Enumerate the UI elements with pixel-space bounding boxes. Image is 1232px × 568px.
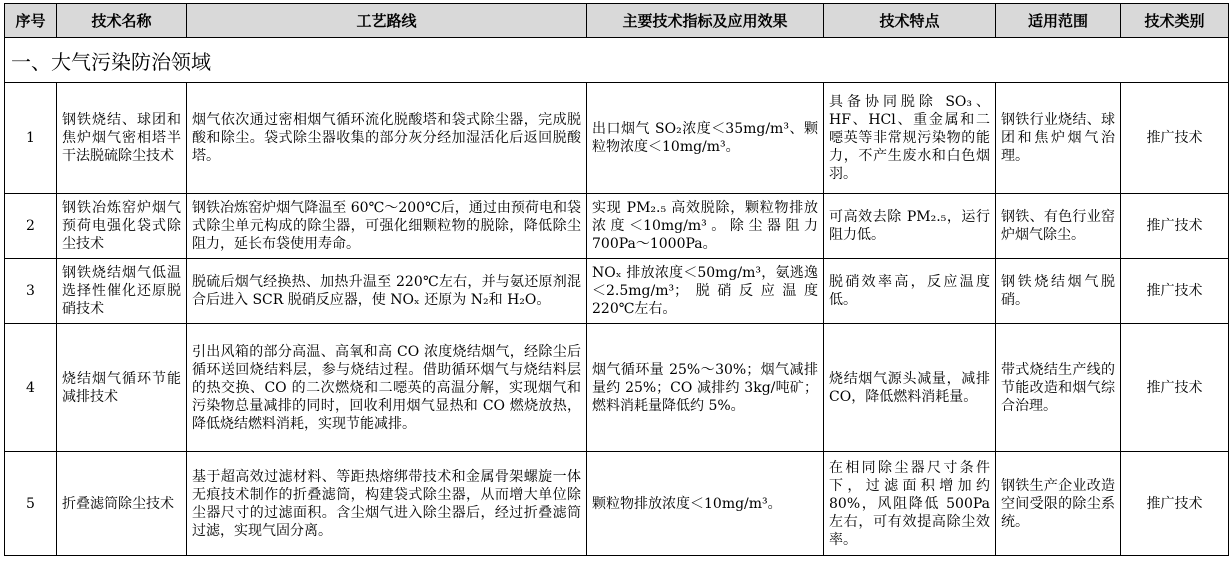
row-route: 钢铁冶炼窑炉烟气降温至 60℃～200℃后，通过由预荷电和袋式除尘单元构成的除尘器，可强化细颗粒物的脱除，降低除尘阻力，延长布袋使用寿命。 xyxy=(187,194,587,259)
row-feature: 脱硝效率高，反应温度低。 xyxy=(824,259,996,324)
row-category: 推广技术 xyxy=(1121,259,1229,324)
row-feature: 烧结烟气源头减量，减排 CO，降低燃料消耗量。 xyxy=(824,324,996,452)
row-seq: 1 xyxy=(5,83,57,194)
row-name: 折叠滤筒除尘技术 xyxy=(57,452,187,556)
row-feature: 在相同除尘器尺寸条件下，过滤面积增加约 80%，风阻降低 500Pa 左右，可有效提高除尘效率。 xyxy=(824,452,996,556)
row-scope: 钢铁行业烧结、球团和焦炉烟气治理。 xyxy=(996,83,1121,194)
row-seq: 5 xyxy=(5,452,57,556)
row-route: 引出风箱的部分高温、高氧和高 CO 浓度烧结烟气，经除尘后循环送回烧结料层，参与烧结过程。借助循环烟气与烧结料层的热交换、CO 的二次燃烧和二噁英的高温分解，实现烟气和污染物总量减排的同时，回收利用烟气显热和 CO 燃烧放热，降低烧结燃料消耗，实现节能减排。 xyxy=(187,324,587,452)
row-feature: 具备协同脱除 SO₃、HF、HCl、重金属和二噁英等非常规污染物的能力，不产生废水和白色烟羽。 xyxy=(824,83,996,194)
row-route: 基于超高效过滤材料、等距热熔绑带技术和金属骨架螺旋一体无痕技术制作的折叠滤筒，构建袋式除尘器，从而增大单位除尘器尺寸的过滤面积。含尘烟气进入除尘器后，经过折叠滤筒过滤，实现气固分离。 xyxy=(187,452,587,556)
row-name: 钢铁冶炼窑炉烟气预荷电强化袋式除尘技术 xyxy=(57,194,187,259)
table-row xyxy=(5,194,1229,259)
header-scope: 适用范围 xyxy=(996,4,1121,38)
technology-table xyxy=(4,3,1229,556)
table-row xyxy=(5,324,1229,452)
row-category: 推广技术 xyxy=(1121,452,1229,556)
row-seq: 2 xyxy=(5,194,57,259)
table-row xyxy=(5,83,1229,194)
row-effect: 烟气循环量 25%～30%；烟气减排量约 25%；CO 减排约 3kg/吨矿；燃料消耗量降低约 5%。 xyxy=(587,324,824,452)
row-seq: 4 xyxy=(5,324,57,452)
row-scope: 钢铁、有色行业窑炉烟气除尘。 xyxy=(996,194,1121,259)
table-row xyxy=(5,259,1229,324)
row-category: 推广技术 xyxy=(1121,194,1229,259)
header-effect: 主要技术指标及应用效果 xyxy=(587,4,824,38)
row-scope: 钢铁烧结烟气脱硝。 xyxy=(996,259,1121,324)
row-category: 推广技术 xyxy=(1121,324,1229,452)
header-feature: 技术特点 xyxy=(824,4,996,38)
section-row xyxy=(5,38,1229,83)
row-scope: 带式烧结生产线的节能改造和烟气综合治理。 xyxy=(996,324,1121,452)
table-row xyxy=(5,452,1229,556)
row-seq: 3 xyxy=(5,259,57,324)
section-title: 一、大气污染防治领域 xyxy=(5,38,1229,83)
row-feature: 可高效去除 PM₂.₅，运行阻力低。 xyxy=(824,194,996,259)
header-seq: 序号 xyxy=(5,4,57,38)
row-effect: 颗粒物排放浓度＜10mg/m³。 xyxy=(587,452,824,556)
row-effect: NOₓ 排放浓度＜50mg/m³，氨逃逸＜2.5mg/m³；脱硝反应温度 220℃左右。 xyxy=(587,259,824,324)
row-route: 脱硫后烟气经换热、加热升温至 220℃左右，并与氨还原剂混合后进入 SCR 脱硝反应器，使 NOₓ 还原为 N₂和 H₂O。 xyxy=(187,259,587,324)
row-category: 推广技术 xyxy=(1121,83,1229,194)
row-effect: 实现 PM₂.₅ 高效脱除，颗粒物排放浓度＜10mg/m³。除尘器阻力 700Pa～1000Pa。 xyxy=(587,194,824,259)
row-scope: 钢铁生产企业改造空间受限的除尘系统。 xyxy=(996,452,1121,556)
header-route: 工艺路线 xyxy=(187,4,587,38)
row-effect: 出口烟气 SO₂浓度＜35mg/m³、颗粒物浓度＜10mg/m³。 xyxy=(587,83,824,194)
header-name: 技术名称 xyxy=(57,4,187,38)
row-name: 钢铁烧结烟气低温选择性催化还原脱硝技术 xyxy=(57,259,187,324)
row-route: 烟气依次通过密相烟气循环流化脱酸塔和袋式除尘器，完成脱酸和除尘。袋式除尘器收集的部分灰分经加湿活化后返回脱酸塔。 xyxy=(187,83,587,194)
row-name: 钢铁烧结、球团和焦炉烟气密相塔半干法脱硫除尘技术 xyxy=(57,83,187,194)
header-row xyxy=(5,4,1229,38)
row-name: 烧结烟气循环节能减排技术 xyxy=(57,324,187,452)
header-category: 技术类别 xyxy=(1121,4,1229,38)
